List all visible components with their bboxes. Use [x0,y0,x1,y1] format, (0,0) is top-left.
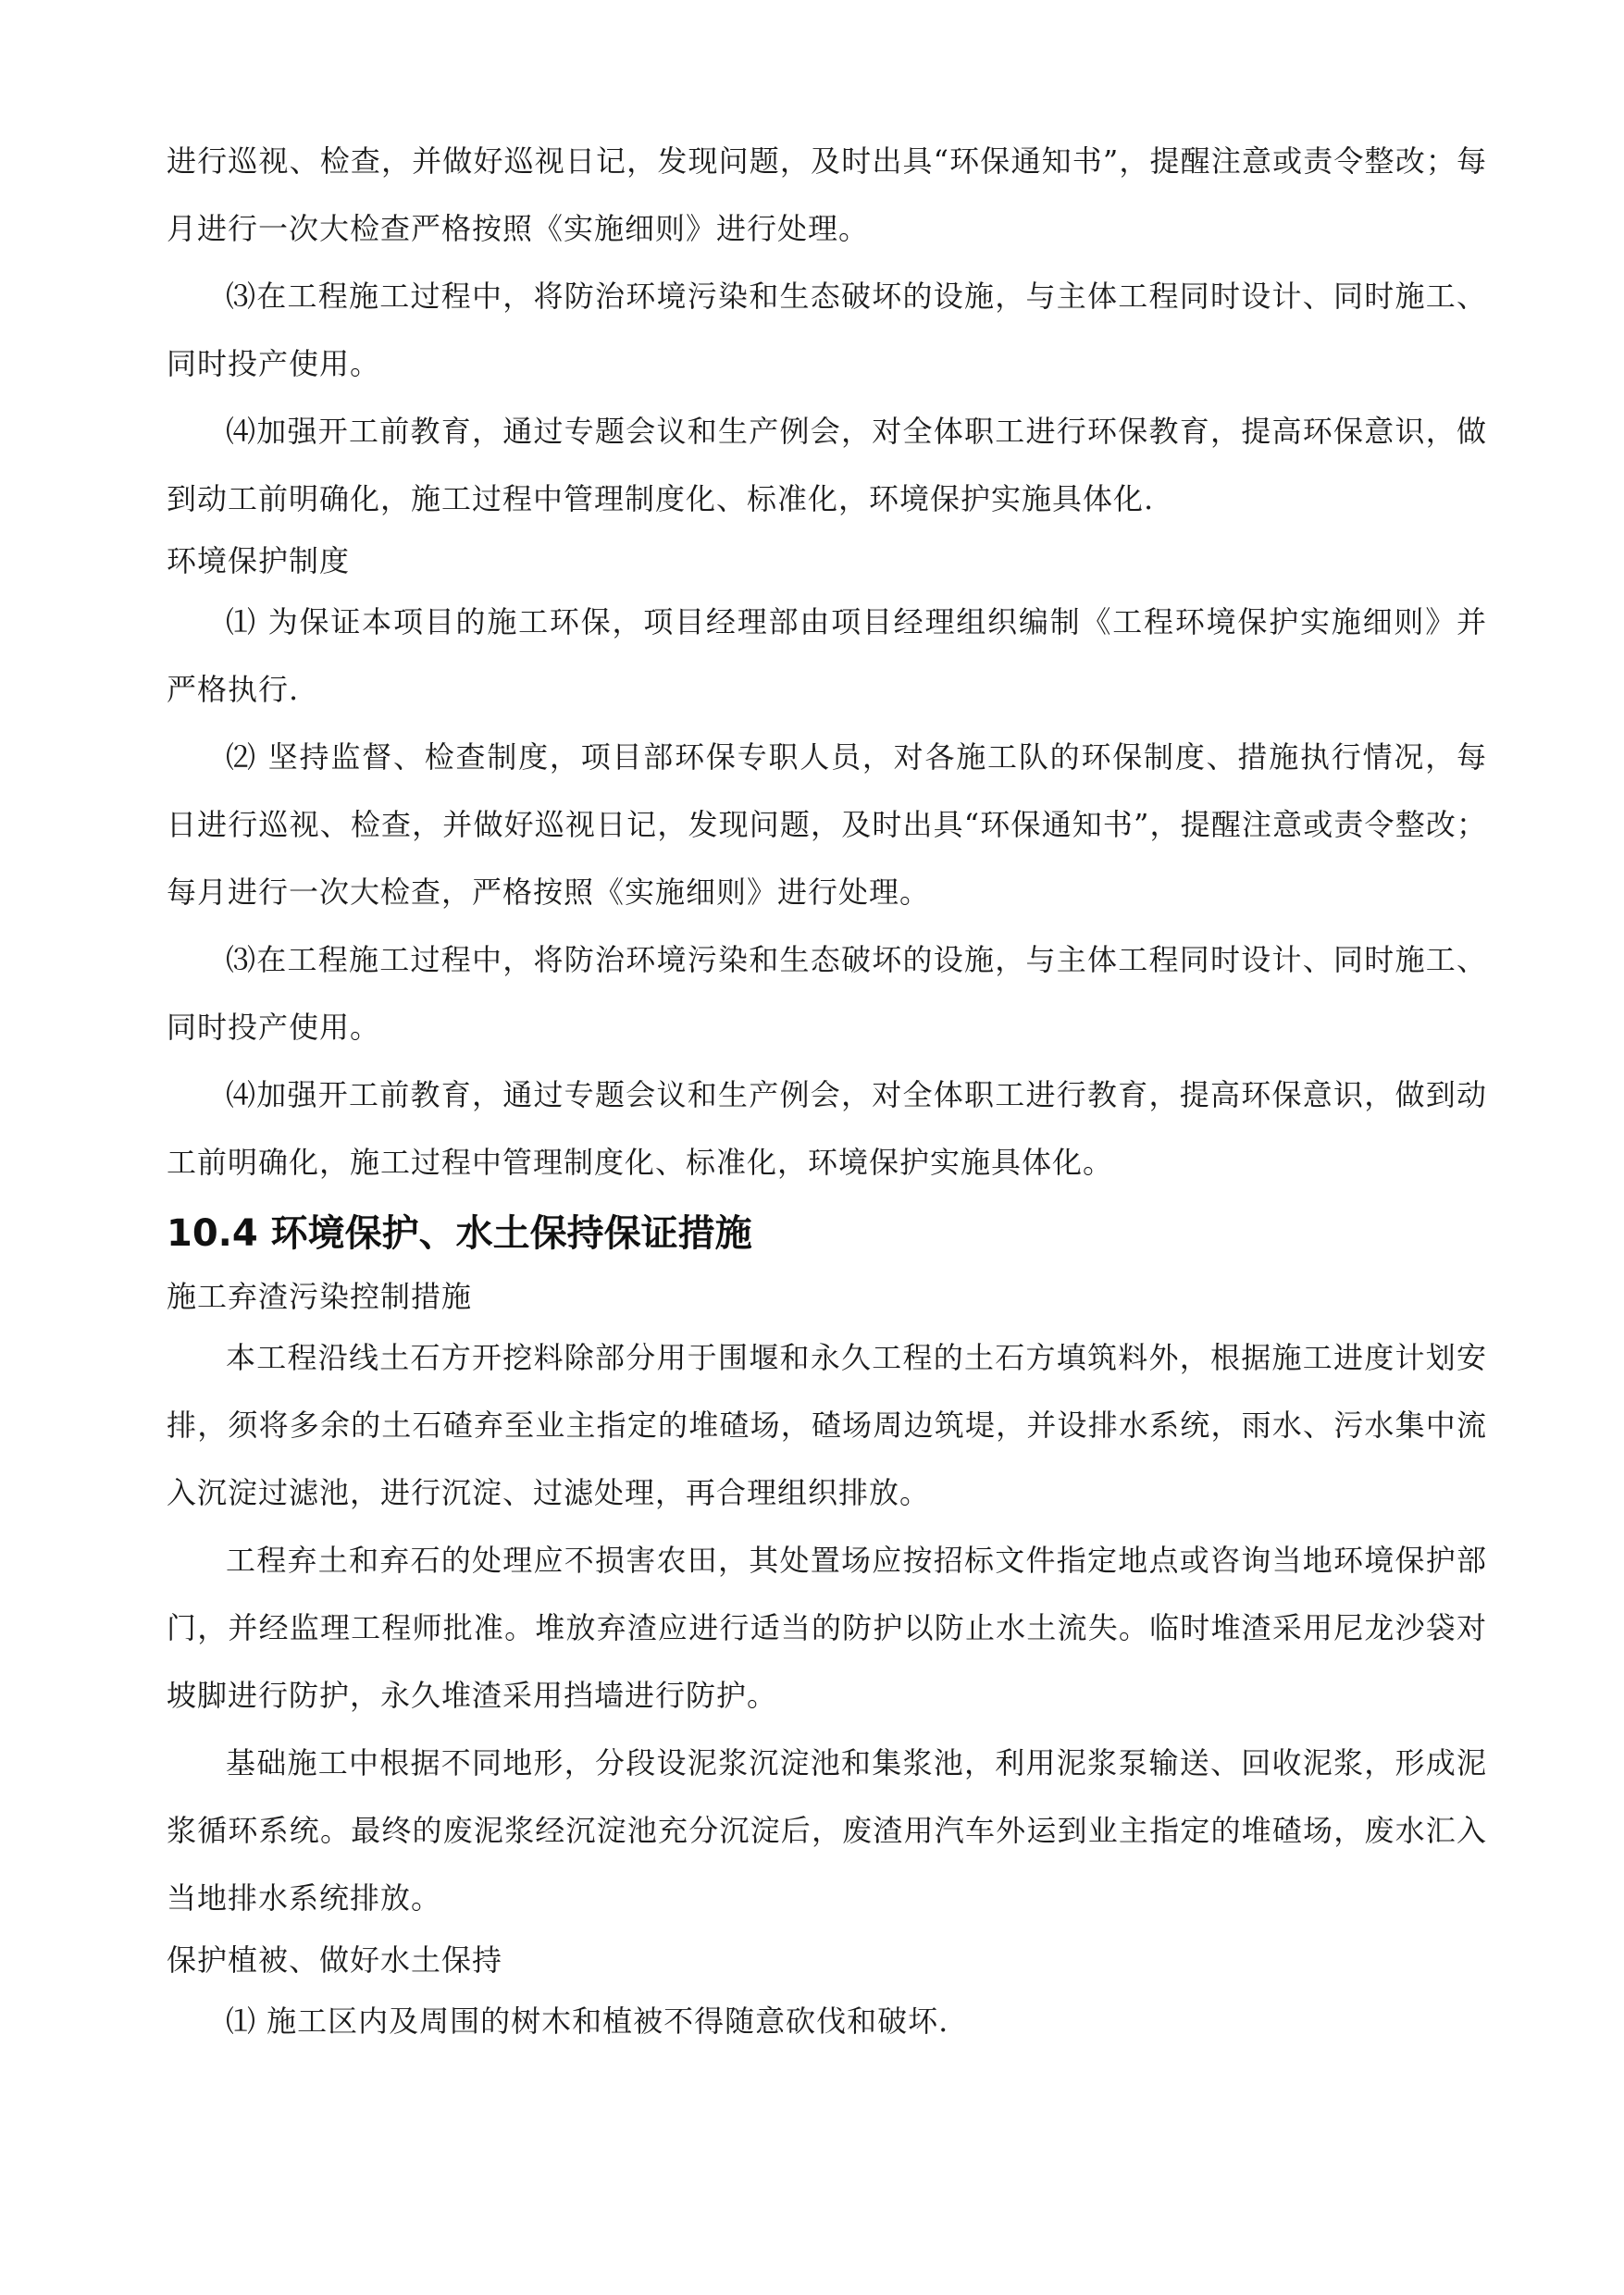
paragraph-item-3-facilities-repeat: ⑶在工程施工过程中，将防治环境污染和生态破坏的设施，与主体工程同时设计、同时施工、同时投产使用。 [167,942,1487,1045]
paragraph-item-1-trees: ⑴ 施工区内及周围的树木和植被不得随意砍伐和破坏. [226,2003,949,2039]
subheading-waste-slag-control: 施工弃渣污染控制措施 [167,1279,473,1314]
subheading-environmental-protection-system: 环境保护制度 [167,543,351,578]
paragraph-item-4-education: ⑷加强开工前教育，通过专题会议和生产例会，对全体职工进行环保教育，提高环保意识，做到动工前明确化，施工过程中管理制度化、标准化，环境保护实施具体化. [167,414,1487,516]
paragraph-item-4-education-repeat: ⑷加强开工前教育，通过专题会议和生产例会，对全体职工进行教育，提高环保意识，做到动工前明确化，施工过程中管理制度化、标准化，环境保护实施具体化。 [167,1077,1487,1180]
paragraph-spoil-treatment: 工程弃土和弃石的处理应不损害农田，其处置场应按招标文件指定地点或咨询当地环境保护部门，并经监理工程师批准。堆放弃渣应进行适当的防护以防止水土流失。临时堆渣采用尼龙沙袋对坡脚进行防护，永久堆渣采用挡墙进行防护。 [167,1543,1487,1713]
paragraph-earthwork-disposal: 本工程沿线土石方开挖料除部分用于围堰和永久工程的土石方填筑料外，根据施工进度计划安排，须将多余的土石碴弃至业主指定的堆碴场，碴场周边筑堤，并设排水系统，雨水、污水集中流入沉淀过滤池，进行沉淀、过滤处理，再合理组织排放。 [167,1340,1487,1510]
paragraph-item-2-supervision: ⑵ 坚持监督、检查制度，项目部环保专职人员，对各施工队的环保制度、措施执行情况，每日进行巡视、检查，并做好巡视日记，发现问题，及时出具“环保通知书”，提醒注意或责令整改；每月进行一次大检查，严格按照《实施细则》进行处理。 [167,739,1487,910]
paragraph-mud-circulation: 基础施工中根据不同地形，分段设泥浆沉淀池和集浆池，利用泥浆泵输送、回收泥浆，形成泥浆循环系统。最终的废泥浆经沉淀池充分沉淀后，废渣用汽车外运到业主指定的堆碴场，废水汇入当地排水系统排放。 [167,1745,1487,1916]
section-title-10-4: 10.4 环境保护、水土保持保证措施 [167,1212,752,1255]
paragraph-item-3-facilities: ⑶在工程施工过程中，将防治环境污染和生态破坏的设施，与主体工程同时设计、同时施工、同时投产使用。 [167,279,1487,381]
subheading-vegetation-protection: 保护植被、做好水土保持 [167,1942,503,1978]
paragraph-continued-inspection: 进行巡视、检查，并做好巡视日记，发现问题，及时出具“环保通知书”，提醒注意或责令整改；每月进行一次大检查严格按照《实施细则》进行处理。 [167,143,1487,246]
paragraph-item-1-implementation-rules: ⑴ 为保证本项目的施工环保，项目经理部由项目经理组织编制《工程环境保护实施细则》并严格执行. [167,604,1487,707]
